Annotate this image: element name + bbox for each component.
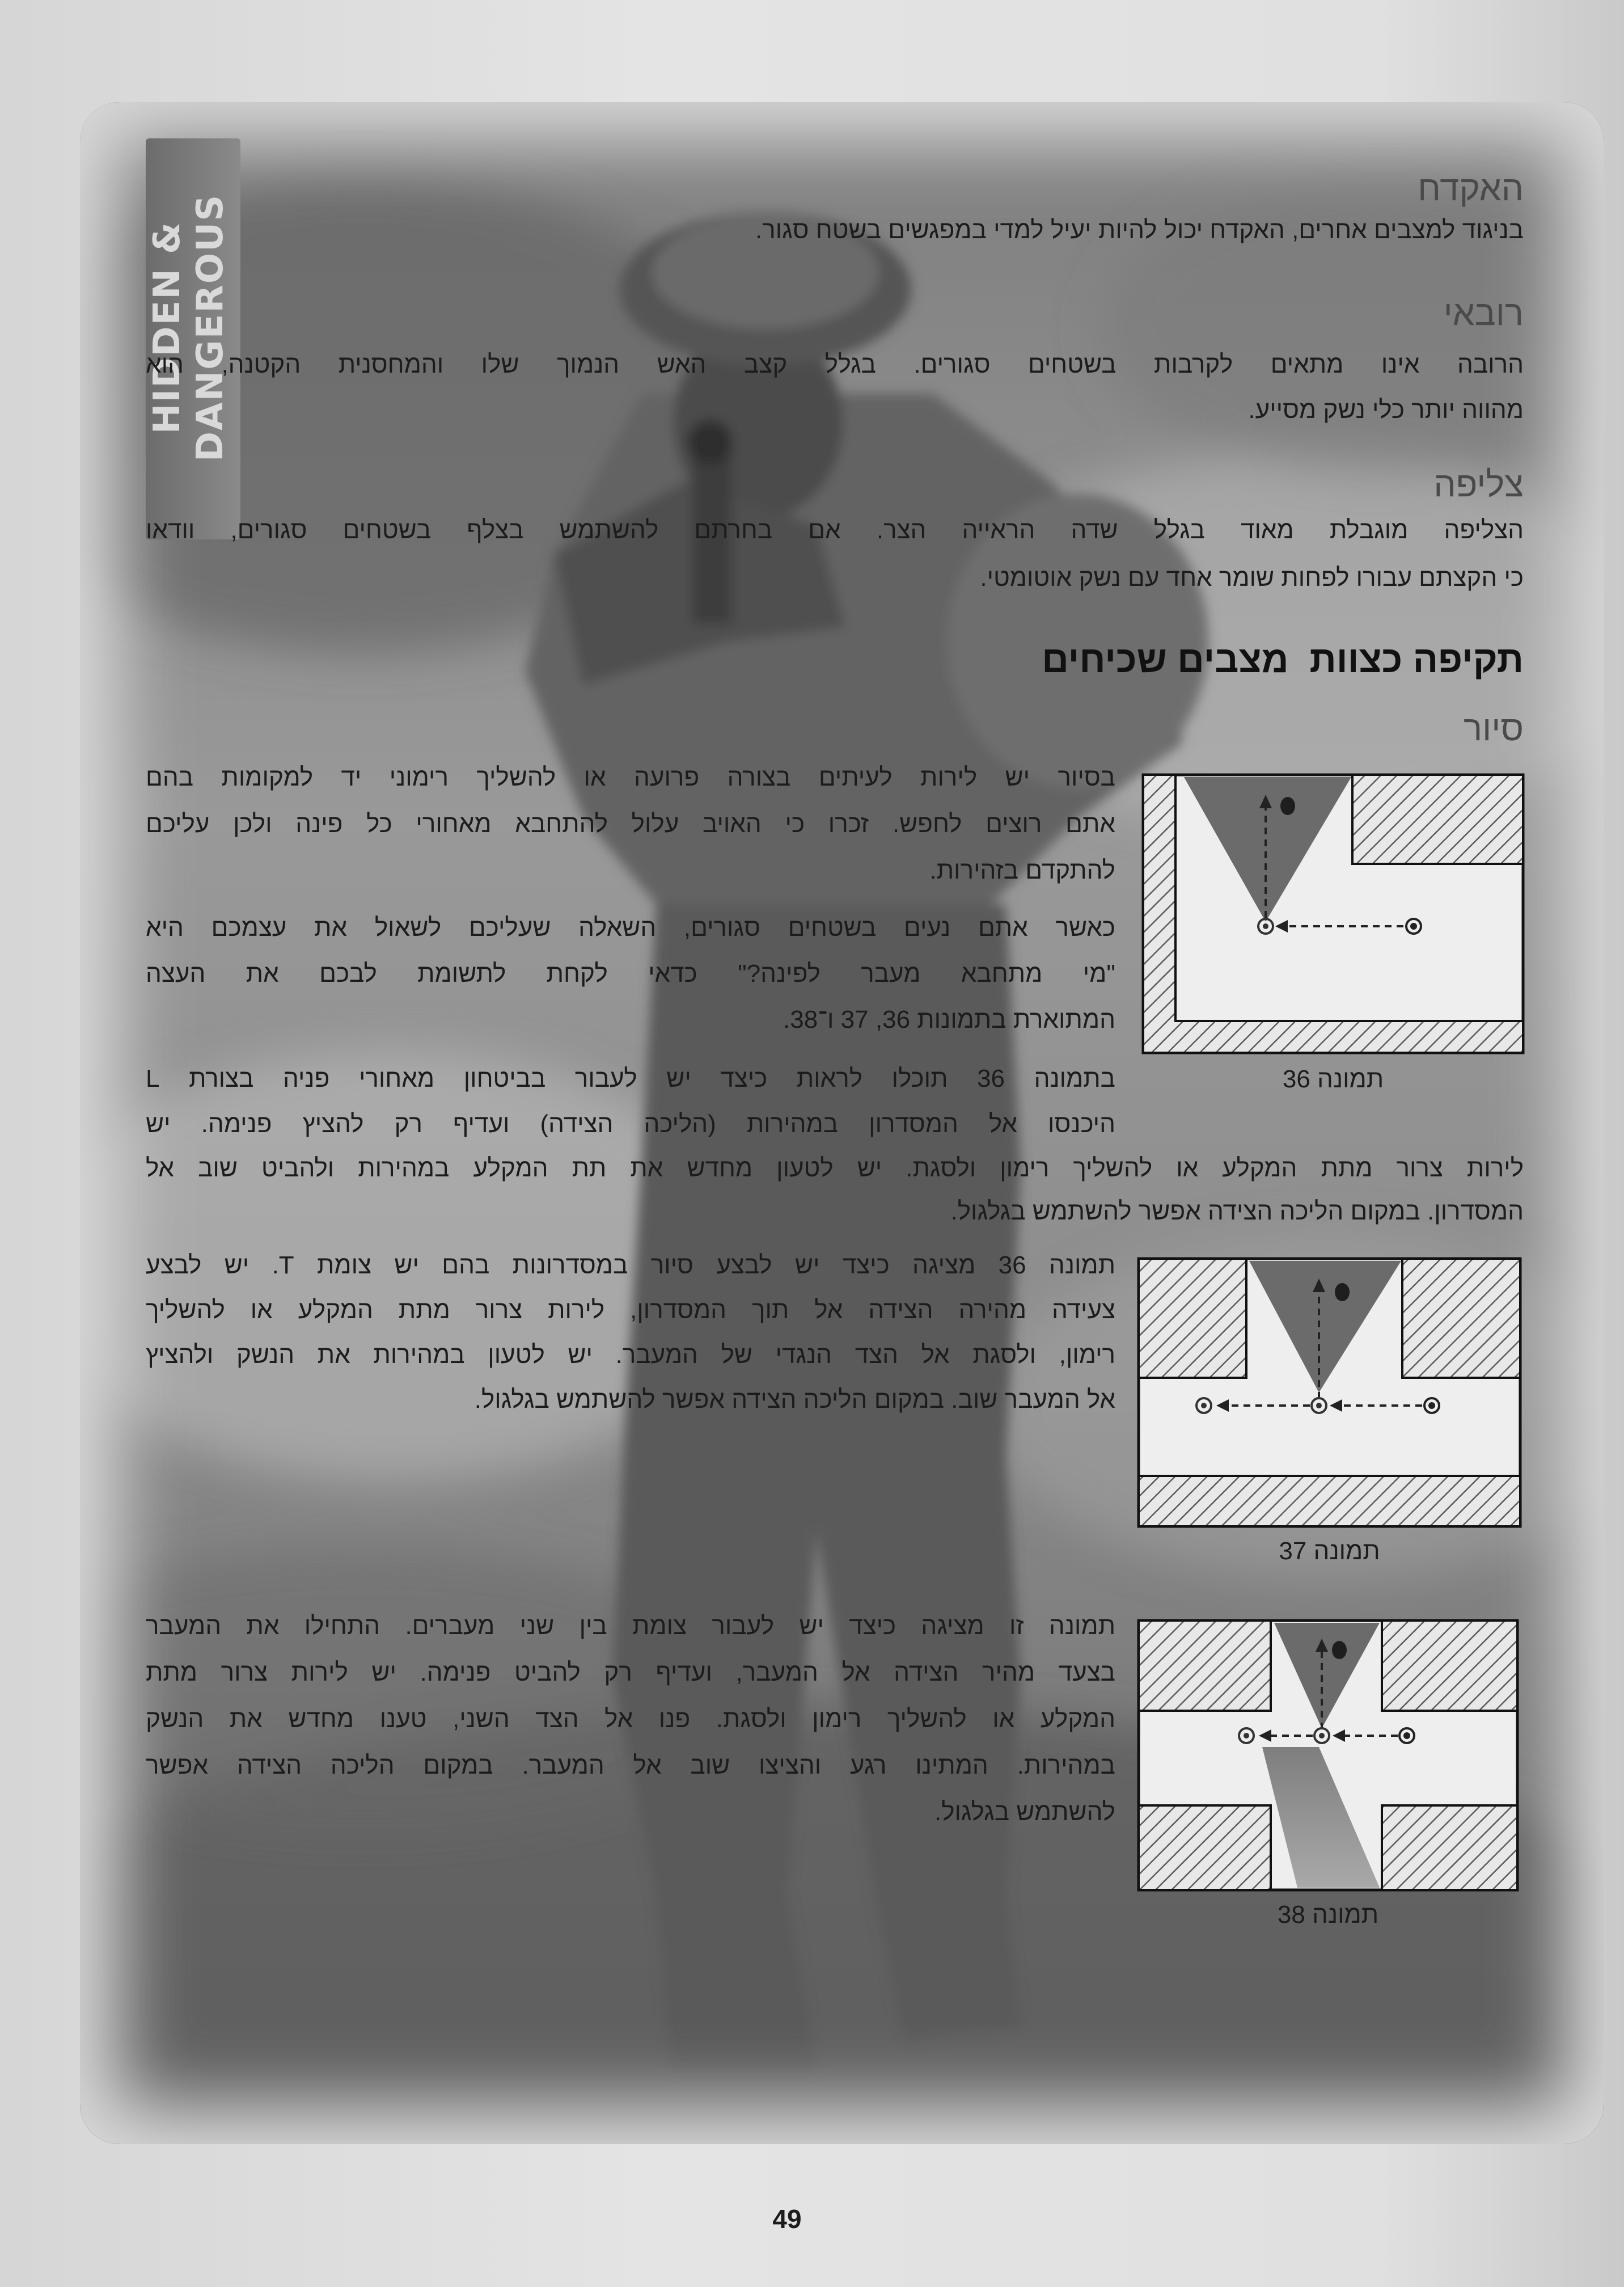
wall-hatched — [1140, 1476, 1519, 1525]
body-line: בצעד מהיר הצידה אל המעבר, ועדיף רק להביט פנימה. יש לירות צרור מתת — [146, 1659, 1115, 1686]
page-number: 49 — [772, 2204, 802, 2234]
paragraph-2 — [146, 905, 1115, 1043]
body-line: בתמונה 36 תוכלו לראות כיצד יש לעבור בביטחון מאחורי פניה בצורת L — [146, 1065, 1115, 1092]
paragraph-5 — [146, 1603, 1115, 1835]
section-heading-rifleman: רובאי — [1443, 294, 1524, 333]
soldier-icon — [1280, 797, 1295, 815]
body-line: בסיור יש לירות לעיתים בצורה פרועה או להשליך רימוני יד למקומות בהם — [146, 763, 1115, 791]
body-line: אל המעבר שוב. במקום הליכה הצידה אפשר להשתמש בגלגול. — [474, 1386, 1115, 1413]
body-line: צעידה מהירה הצידה אל תוך המסדרון, לירות צרור מתת המקלע או להשליך — [146, 1296, 1115, 1324]
soldier-icon — [1332, 1641, 1347, 1659]
body-line: הרובה אינו מתאים לקרבות בשטחים סגורים. בגלל קצב האש הנמוך שלו והמחסנית הקטנה, הוא — [146, 351, 1524, 378]
body-line: הצליפה מוגבלת מאוד בגלל שדה הראייה הצר. אם בחרתם להשתמש בצלף בשטחים סגורים, וודאו — [146, 516, 1524, 544]
body-line: מהווה יותר כלי נשק מסייע. — [1248, 396, 1524, 424]
paragraph-1 — [146, 754, 1115, 894]
body-line: להתקדם בזהירות. — [929, 856, 1115, 884]
wall-hatched — [1140, 1622, 1271, 1711]
body-line: כאשר אתם נעים בשטחים סגורים, השאלה שעליכם לשאול את עצמכם היא — [146, 914, 1115, 942]
wall-hatched — [1402, 1260, 1519, 1378]
wall-hatched — [1144, 776, 1175, 1052]
body-line: המקלע או להשליך רימון ולסגת. פנו אל הצד השני, טענו מחדש את הנשק — [146, 1705, 1115, 1733]
body-line: "מי מתחבא מעבר לפינה?" כדאי לקחת לתשומת לבכם את העצה — [146, 960, 1115, 988]
figure-36-caption: תמונה 36 — [1282, 1065, 1384, 1093]
logo-text-line-2: DANGEROUS — [189, 193, 231, 462]
wall-hatched — [1144, 1021, 1522, 1052]
paragraph-3-narrow — [146, 1056, 1115, 1147]
wall-hatched — [1382, 1622, 1516, 1711]
body-line: רימון, ולסגת אל הצד הנגדי של המעבר. יש לטעון במהירות את הנשק ולהציץ — [146, 1341, 1115, 1369]
wall-hatched — [1140, 1805, 1271, 1889]
body-line: בניגוד למצבים אחרים, האקדח יכול להיות יעיל למדי במפגשים בשטח סגור. — [755, 216, 1524, 244]
figure-37-t-junction-diagram — [1137, 1257, 1522, 1528]
body-line: היכנסו אל המסדרון במהירות (הליכה הצידה) ועדיף רק להציץ פנימה. יש — [146, 1110, 1115, 1138]
section-body-sniper — [146, 507, 1524, 602]
body-line: תמונה זו מציגה כיצד יש לעבור צומת בין שני מעברים. התחילו את המעבר — [146, 1612, 1115, 1640]
section-body-rifleman — [146, 342, 1524, 433]
figure-38-crossroad-diagram — [1137, 1619, 1519, 1892]
paragraph-3-full — [146, 1147, 1524, 1233]
soldier-icon — [1335, 1283, 1350, 1301]
body-line: להשתמש בגלגול. — [934, 1798, 1115, 1826]
body-line: כי הקצתם עבורו לפחות שומר אחד עם נשק אוטומטי. — [980, 564, 1524, 592]
section-body-pistol — [146, 208, 1524, 253]
body-line: המתוארת בתמונות 36, 37 ו־38. — [783, 1006, 1115, 1033]
body-line: המסדרון. במקום הליכה הצידה אפשר להשתמש בגלגול. — [950, 1197, 1524, 1225]
body-line: אתם רוצים לחפש. זכרו כי האויב עלול להתחבא מאחורי כל פינה ולכן עליכם — [146, 810, 1115, 838]
section-heading-sniper: צליפה — [1433, 465, 1524, 504]
body-line: במהירות. המתינו רגע והציצו שוב אל המעבר. במקום הליכה הצידה אפשר — [146, 1752, 1115, 1779]
logo-text-line-1: HIDDEN & — [146, 221, 188, 434]
figure-37-caption: תמונה 37 — [1279, 1537, 1380, 1565]
body-line: לירות צרור מתת המקלע או להשליך רימון ולסגת. יש לטעון מחדש את תת המקלע במהירות ולהביט שוב אל — [146, 1154, 1524, 1182]
wall-hatched — [1382, 1805, 1516, 1889]
body-line: תמונה 36 מציגה כיצד יש לבצע סיור במסדרונות בהם יש צומת T. יש לבצע — [146, 1251, 1115, 1279]
section-heading-pistol: האקדח — [1418, 169, 1524, 208]
paragraph-4 — [146, 1243, 1115, 1422]
subsection-heading-patrol: סיור — [1464, 709, 1524, 748]
game-logo — [146, 138, 240, 539]
wall-hatched — [1140, 1260, 1246, 1378]
wall-hatched — [1352, 776, 1522, 864]
chapter-heading: תקיפה כצוות מצבים שכיחים — [1042, 638, 1524, 680]
figure-38-caption: תמונה 38 — [1277, 1901, 1379, 1929]
figure-36-l-corner-diagram — [1141, 773, 1525, 1054]
